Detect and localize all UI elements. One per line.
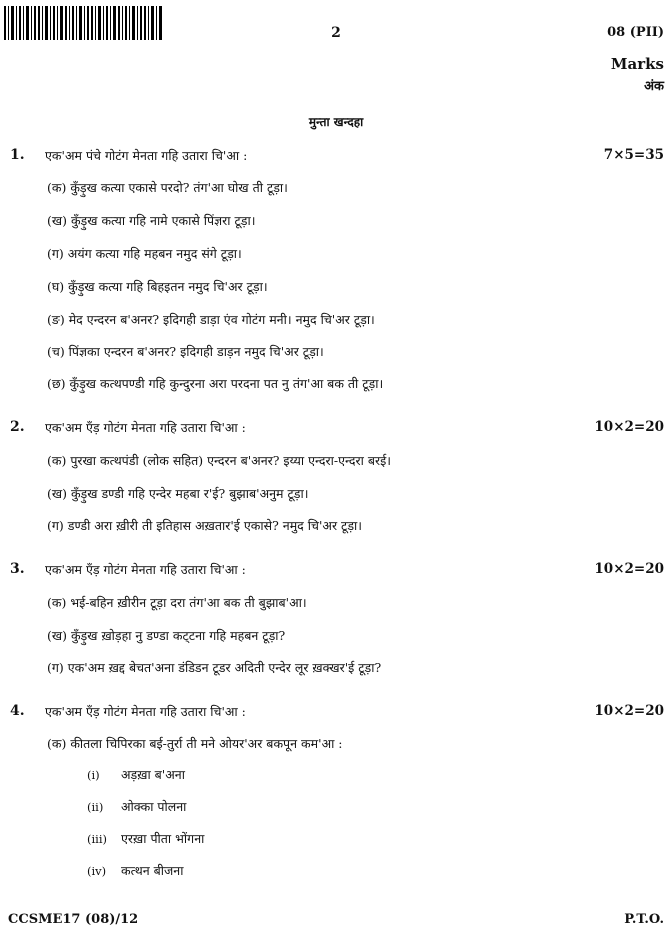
sub-question: (क) कीतला चिपिरका बई-तुर्रा ती मने ओयर'अर बकपून कम'आ : xyxy=(47,736,343,751)
item-text: कत्थन बीजना xyxy=(121,863,184,878)
question-marks: 7×5=35 xyxy=(603,147,664,163)
sub-question: (ग) अयंग कत्या गहि महबन नमुद संगे टूड़ा। xyxy=(47,246,242,261)
sub-question: (च) पिंज्ञका एन्दरन ब'अनर? इदिगही डाड़न नमुद चि'अर टूड़ा। xyxy=(47,344,324,359)
sub-question: (क) भई-बहिन ख़ीरीन टूड़ा दरा तंग'आ बक ती बुझाब'आ। xyxy=(47,595,307,610)
sub-question: (क) पुरखा कत्थपंडी (लोक सहित) एन्दरन ब'अनर? इय्या एन्दरा-एन्दरा बरई। xyxy=(47,453,391,468)
marks-label: Marks xyxy=(610,55,664,73)
sub-question: (ङ) मेद एन्दरन ब'अनर? इदिगही डाड़ा एंव गोटंग मनी। नमुद चि'अर टूड़ा। xyxy=(47,312,375,327)
course-code: CCSME17 (08)/12 xyxy=(8,912,139,927)
item-number: (ii) xyxy=(87,800,104,814)
question-number: 3. xyxy=(10,561,25,577)
sub-question: (ख) कुँड़ुख कत्या गहि नामे एकासे पिंज्ञरा टूड़ा। xyxy=(47,213,256,228)
marks-label-hindi: अंक xyxy=(644,79,664,94)
item-number: (iii) xyxy=(87,832,108,846)
sub-question: (ग) डण्डी अरा ख़ीरी ती इतिहास अख़तार'ई एकासे? नमुद चि'अर टूड़ा। xyxy=(47,518,362,533)
question-number: 2. xyxy=(10,419,25,435)
item-text: ओक्का पोलना xyxy=(121,799,187,814)
item-number: (i) xyxy=(87,768,100,782)
page-number: 2 xyxy=(331,25,341,41)
sub-question: (ग) एक'अम ख़द्द बेचत'अना डंडिडन टूडर अदिती एन्देर लूर ख़क्खर'ई टूड़ा? xyxy=(47,660,382,675)
question-text: एक'अम एँड़ गोटंग मेनता गहि उतारा चि'आ : xyxy=(45,562,246,577)
sub-question: (घ) कुँड़ुख कत्या गहि बिहइतन नमुद चि'अर टूड़ा। xyxy=(47,279,268,294)
pto-label: P.T.O. xyxy=(624,912,664,927)
question-text: एक'अम एँड़ गोटंग मेनता गहि उतारा चि'आ : xyxy=(45,420,246,435)
item-text: अड़ख़ा ब'अना xyxy=(121,767,185,782)
sub-question: (छ) कुँड़ुख कत्थपण्डी गहि कुन्दुरना अरा परदना पत नु तंग'आ बक ती टूड़ा। xyxy=(47,376,384,391)
sub-question: (ख) कुँड़ुख डण्डी गहि एन्देर महबा र'ई? बुझाब'अनुम टूड़ा। xyxy=(47,486,309,501)
sub-question: (ख) कुँड़ुख ख़ोड़हा नु डण्डा कट्‌टना गहि महबन टूड़ा? xyxy=(47,628,286,643)
item-number: (iv) xyxy=(87,864,107,878)
item-text: एरख़ा पीता भोंगना xyxy=(121,831,205,846)
question-number: 1. xyxy=(10,147,25,163)
paper-code: 08 (PII) xyxy=(607,25,664,40)
question-number: 4. xyxy=(10,703,25,719)
question-text: एक'अम पंचे गोटंग मेनता गहि उतारा चि'आ : xyxy=(45,148,248,163)
section-heading: मुन्ता खन्दहा xyxy=(308,115,364,129)
question-marks: 10×2=20 xyxy=(594,703,664,719)
sub-question: (क) कुँड़ुख कत्या एकासे परदो? तंग'आ घोख ती टूड़ा। xyxy=(47,180,288,195)
question-marks: 10×2=20 xyxy=(594,561,664,577)
question-marks: 10×2=20 xyxy=(594,419,664,435)
question-text: एक'अम एँड़ गोटंग मेनता गहि उतारा चि'आ : xyxy=(45,704,246,719)
